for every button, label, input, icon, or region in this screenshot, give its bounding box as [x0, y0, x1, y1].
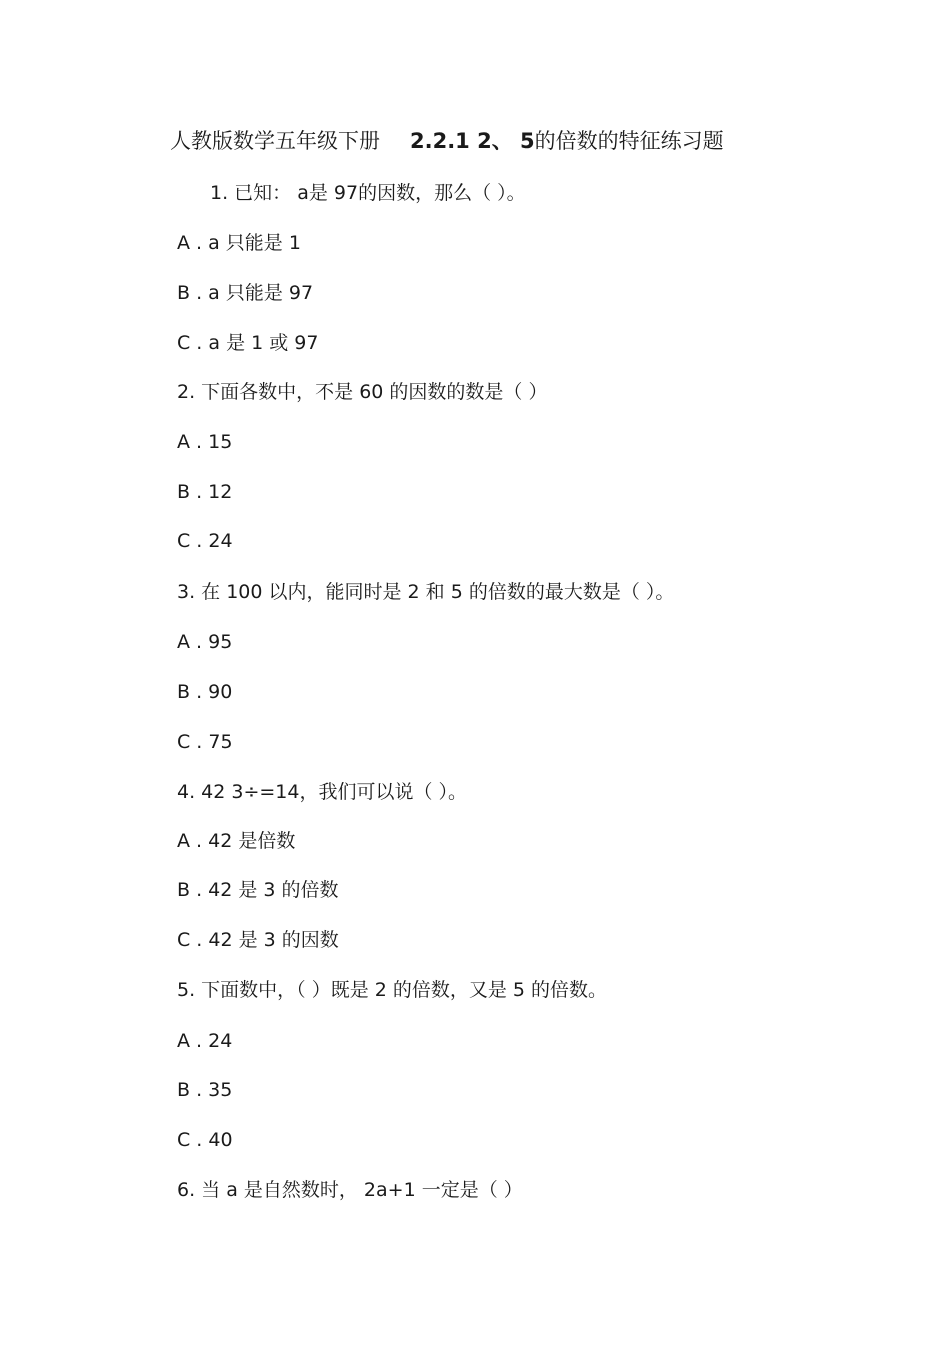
question-6: 6. 当 a 是自然数时， 2a+1 一定是（ ）	[177, 1179, 523, 1201]
question-4-option-b: B . 42 是 3 的倍数	[177, 879, 339, 901]
question-5-option-a: A . 24	[177, 1030, 233, 1052]
question-4-option-a: A . 42 是倍数	[177, 830, 296, 852]
question-1-option-b: B . a 只能是 97	[177, 282, 314, 304]
question-3: 3. 在 100 以内，能同时是 2 和 5 的倍数的最大数是（ ）。	[177, 581, 675, 603]
question-5-option-c: C . 40	[177, 1129, 233, 1151]
question-1: 1. 已知： a是 97的因数，那么（ ）。	[210, 182, 526, 204]
question-5: 5. 下面数中，（ ）既是 2 的倍数，又是 5 的倍数。	[177, 979, 608, 1001]
question-2: 2. 下面各数中，不是 60 的因数的数是（ ）	[177, 381, 548, 403]
document-title	[170, 126, 724, 156]
question-3-option-c: C . 75	[177, 731, 233, 753]
question-5-option-b: B . 35	[177, 1079, 233, 1101]
title-section-number: 2.2.1 2、 5	[410, 129, 535, 153]
question-3-option-b: B . 90	[177, 681, 233, 703]
question-2-option-b: B . 12	[177, 481, 233, 503]
question-1-option-a: A . a 只能是 1	[177, 232, 301, 254]
question-1-option-c: C . a 是 1 或 97	[177, 332, 319, 354]
question-4: 4. 42 3÷=14，我们可以说（ ）。	[177, 781, 468, 803]
question-2-option-c: C . 24	[177, 530, 233, 552]
question-2-option-a: A . 15	[177, 431, 233, 453]
title-suffix: 的倍数的特征练习题	[534, 129, 724, 153]
title-prefix: 人教版数学五年级下册	[170, 129, 380, 153]
question-3-option-a: A . 95	[177, 631, 233, 653]
question-4-option-c: C . 42 是 3 的因数	[177, 929, 339, 951]
